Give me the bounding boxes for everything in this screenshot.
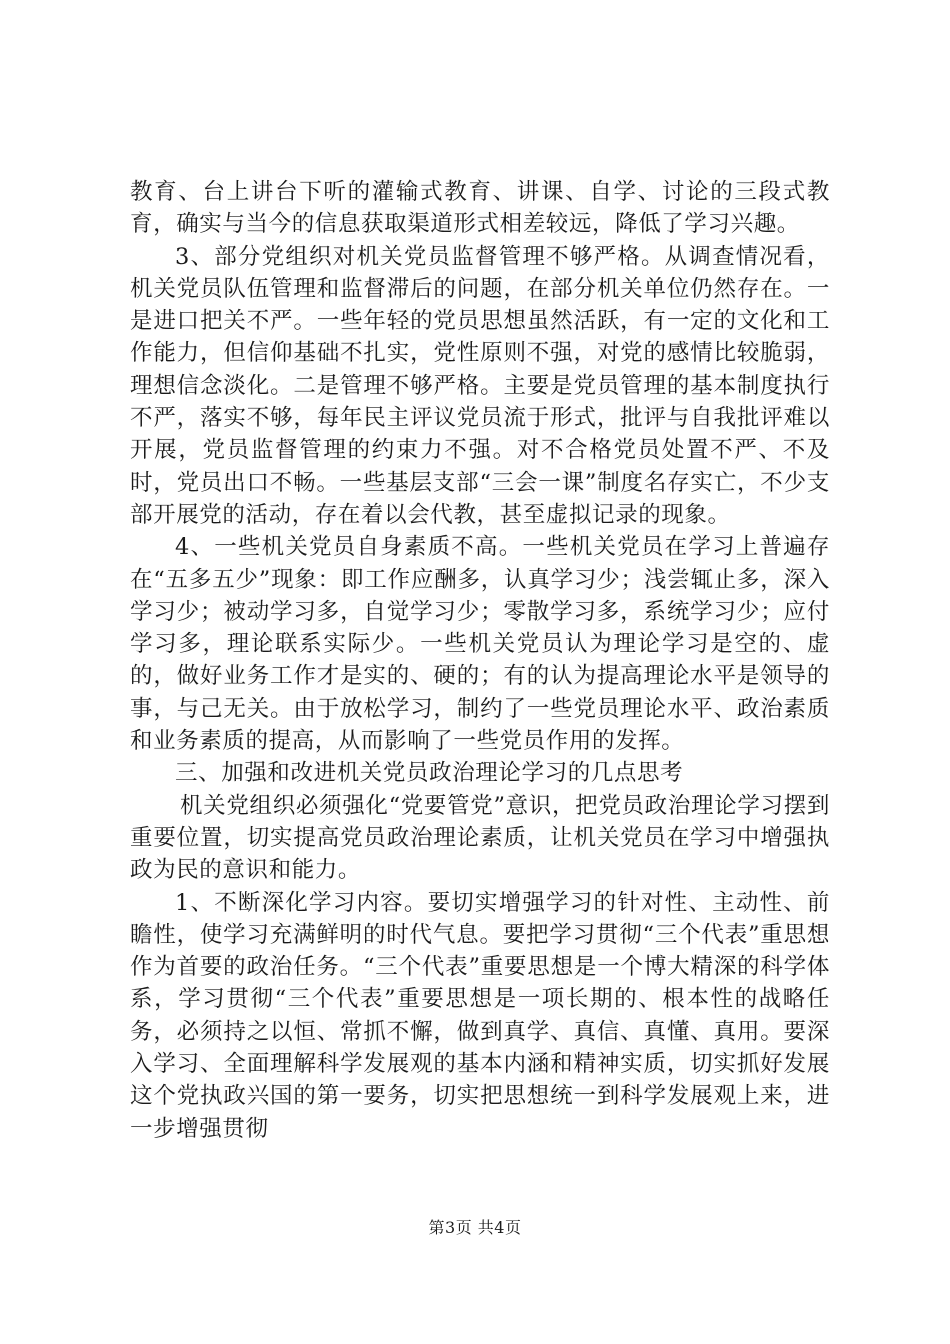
paragraph-5: 1、不断深化学习内容。要切实增强学习的针对性、主动性、前瞻性，使学习充满鲜明的时代气息。要把学习贯彻“三个代表”重思想作为首要的政治任务。“三个代表”重要思想是一个博大精深的科学体系，学习贯彻“三个代表”重要思想是一项长期的、根本性的战略任务，必须持之以恒、常抓不懈，做到真学、真信、真懂、真用。要深入学习、全面理解科学发展观的基本内涵和精神实质，切实抓好发展这个党执政兴国的第一要务，切实把思想统一到科学发展观上来，进一步增强贯彻 xyxy=(130,889,830,1142)
document-body xyxy=(130,176,830,1145)
paragraph-1: 教育、台上讲台下听的灌输式教育、讲课、自学、讨论的三段式教育，确实与当今的信息获取渠道形式相差较远，降低了学习兴趣。 xyxy=(130,179,830,238)
paragraph-4: 机关党组织必须强化“党要管党”意识，把党员政治理论学习摆到重要位置，切实提高党员政治理论素质，让机关党员在学习中增强执政为民的意识和能力。 xyxy=(130,792,830,884)
paragraph-3: 4、一些机关党员自身素质不高。一些机关党员在学习上普遍存在“五多五少”现象：即工作应酬多，认真学习少；浅尝辄止多，深入学习少；被动学习多，自觉学习少；零散学习多，系统学习少；应付学习多，理论联系实际少。一些机关党员认为理论学习是空的、虚的，做好业务工作才是实的、硬的；有的认为提高理论水平是领导的事，与己无关。由于放松学习，制约了一些党员理论水平、政治素质和业务素质的提高，从而影响了一些党员作用的发挥。 xyxy=(130,534,830,755)
page-number-footer: 第3页 共4页 xyxy=(428,1218,522,1237)
paragraph-2: 3、部分党组织对机关党员监督管理不够严格。从调查情况看，机关党员队伍管理和监督滞后的问题，在部分机关单位仍然存在。一是进口把关不严。一些年轻的党员思想虽然活跃，有一定的文化和工作能力，但信仰基础不扎实，党性原则不强，对党的感情比较脆弱，理想信念淡化。二是管理不够严格。主要是党员管理的基本制度执行不严，落实不够，每年民主评议党员流于形式，批评与自我批评难以开展，党员监督管理的约束力不强。对不合格党员处置不严、不及时，党员出口不畅。一些基层支部“三会一课”制度名存实亡，不少支部开展党的活动，存在着以会代教，甚至虚拟记录的现象。 xyxy=(130,243,830,528)
section-heading: 三、加强和改进机关党员政治理论学习的几点思考 xyxy=(175,760,684,787)
